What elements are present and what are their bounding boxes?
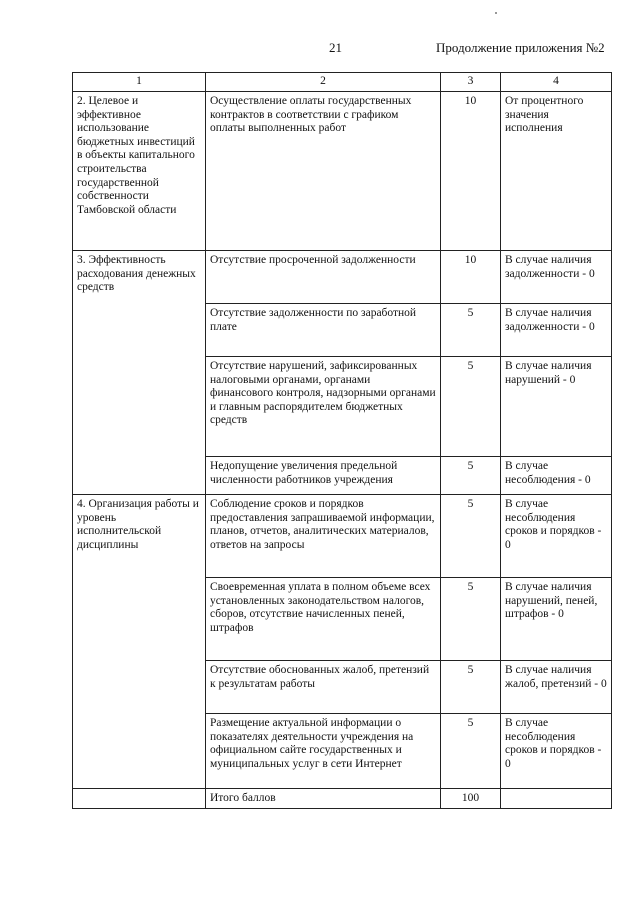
note-cell: В случае наличия нарушений - 0 bbox=[501, 357, 612, 457]
column-header: 4 bbox=[501, 73, 612, 92]
category-cell: 4. Организация работы и уровень исполнительской дисциплины bbox=[73, 495, 206, 789]
page-number: 21 bbox=[329, 40, 342, 55]
scan-speck bbox=[495, 12, 497, 14]
table-row bbox=[73, 92, 612, 251]
note-cell: В случае наличия задолженности - 0 bbox=[501, 304, 612, 357]
note-cell: В случае наличия жалоб, претензий - 0 bbox=[501, 661, 612, 714]
note-cell: От процентного значения исполнения bbox=[501, 92, 612, 251]
points-cell: 10 bbox=[441, 92, 501, 251]
appendix-continuation-note: Продолжение приложения №2 bbox=[436, 40, 605, 55]
total-label: Итого баллов bbox=[206, 789, 441, 809]
criterion-cell: Отсутствие нарушений, зафиксированных налоговыми органами, органами финансового контроля, надзорными органами и главным распорядителем бюджетных средств bbox=[206, 357, 441, 457]
criterion-cell: Отсутствие просроченной задолженности bbox=[206, 251, 441, 304]
criterion-cell: Отсутствие обоснованных жалоб, претензий к результатам работы bbox=[206, 661, 441, 714]
points-cell: 5 bbox=[441, 578, 501, 661]
column-header: 2 bbox=[206, 73, 441, 92]
category-cell: 3. Эффективность расходования денежных средств bbox=[73, 251, 206, 495]
empty-cell bbox=[73, 789, 206, 809]
points-cell: 5 bbox=[441, 714, 501, 789]
total-points: 100 bbox=[441, 789, 501, 809]
table-row bbox=[73, 251, 612, 304]
note-cell: В случае несоблюдения сроков и порядков - 0 bbox=[501, 714, 612, 789]
points-cell: 5 bbox=[441, 661, 501, 714]
points-cell: 5 bbox=[441, 457, 501, 495]
criterion-cell: Размещение актуальной информации о показателях деятельности учреждения на официальном сайте государственных и муниципальных услуг в сети Интернет bbox=[206, 714, 441, 789]
empty-cell bbox=[501, 789, 612, 809]
criterion-cell: Отсутствие задолженности по заработной плате bbox=[206, 304, 441, 357]
criterion-cell: Осуществление оплаты государственных контрактов в соответствии с графиком оплаты выполненных работ bbox=[206, 92, 441, 251]
criterion-cell: Недопущение увеличения предельной численности работников учреждения bbox=[206, 457, 441, 495]
points-cell: 5 bbox=[441, 357, 501, 457]
points-cell: 10 bbox=[441, 251, 501, 304]
points-cell: 5 bbox=[441, 304, 501, 357]
note-cell: В случае наличия нарушений, пеней, штрафов - 0 bbox=[501, 578, 612, 661]
table-header-row bbox=[73, 73, 612, 92]
note-cell: В случае наличия задолженности - 0 bbox=[501, 251, 612, 304]
column-header: 3 bbox=[441, 73, 501, 92]
note-cell: В случае несоблюдения сроков и порядков - 0 bbox=[501, 495, 612, 578]
category-cell: 2. Целевое и эффективное использование бюджетных инвестиций в объекты капитального строительства государственной собственности Тамбовской области bbox=[73, 92, 206, 251]
criterion-cell: Соблюдение сроков и порядков предоставления запрашиваемой информации, планов, отчетов, аналитических материалов, ответов на запросы bbox=[206, 495, 441, 578]
table-row bbox=[73, 495, 612, 578]
criterion-cell: Своевременная уплата в полном объеме всех установленных законодательством налогов, сборов, отсутствие начисленных пеней, штрафов bbox=[206, 578, 441, 661]
points-cell: 5 bbox=[441, 495, 501, 578]
total-row bbox=[73, 789, 612, 809]
column-header: 1 bbox=[73, 73, 206, 92]
note-cell: В случае несоблюдения - 0 bbox=[501, 457, 612, 495]
criteria-table bbox=[72, 72, 612, 809]
